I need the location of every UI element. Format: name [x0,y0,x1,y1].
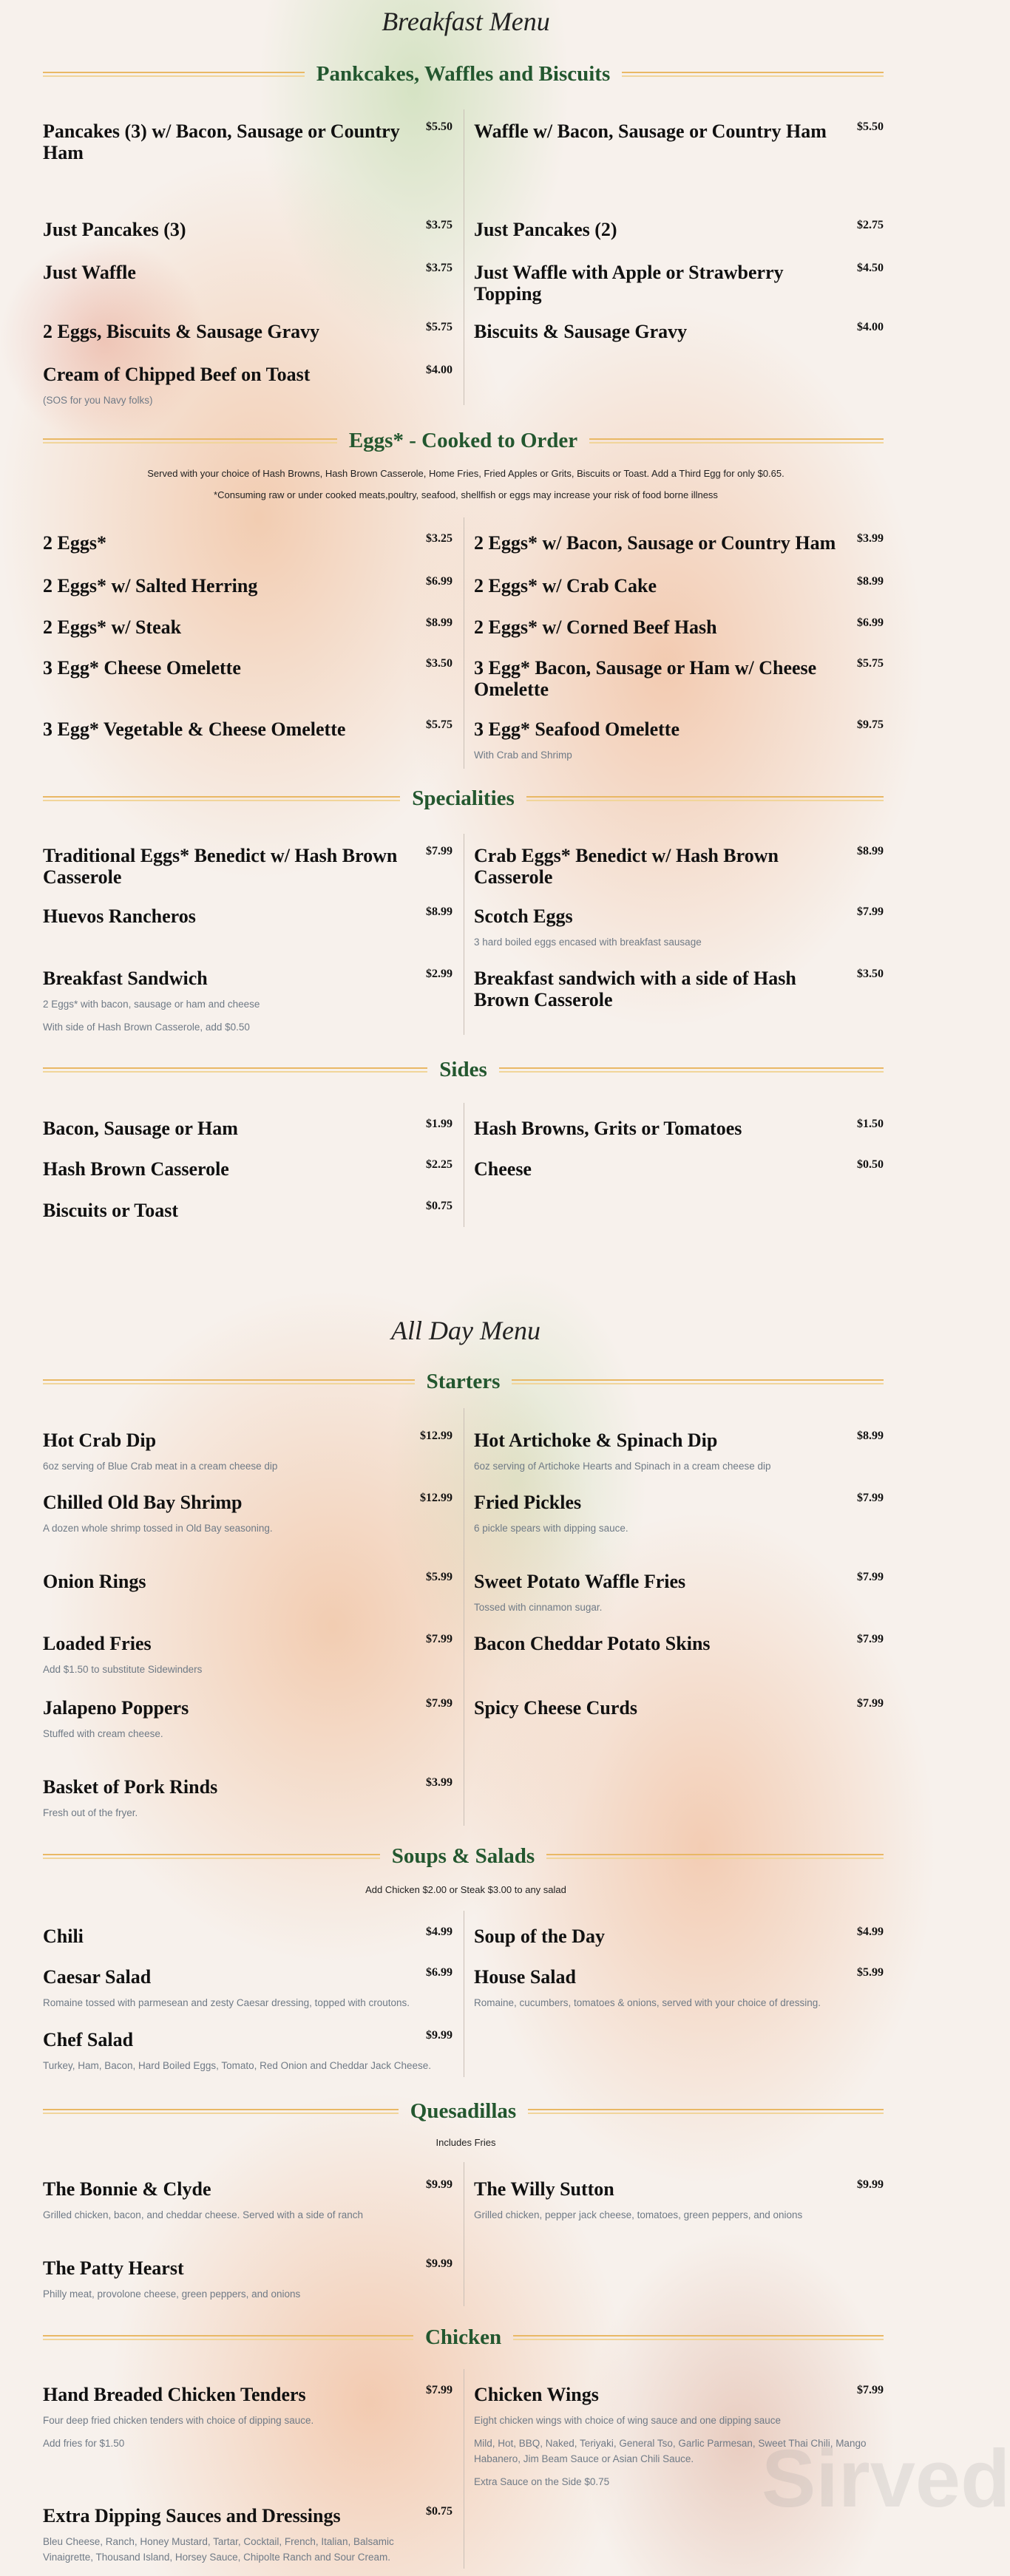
item-name: Cream of Chipped Beef on Toast [43,364,311,385]
header-rule-right [513,2335,884,2340]
item-price: $8.99 [857,845,884,857]
item-name: Huevos Rancheros [43,905,196,927]
item-price: $0.75 [426,2505,453,2518]
item-price: $7.99 [857,1633,884,1645]
section-header [43,1058,884,1082]
menu-item[interactable] [43,905,453,927]
item-name: Biscuits or Toast [43,1200,179,1221]
item-name: 2 Eggs* w/ Corned Beef Hash [474,616,717,638]
menu-item[interactable] [474,905,884,950]
item-price: $3.50 [857,968,884,980]
item-price: $9.75 [857,718,884,731]
section-header [43,786,884,811]
menu-item[interactable] [43,616,453,638]
menu-item[interactable] [43,1118,453,1139]
item-price: $4.50 [857,262,884,274]
header-rule-right [512,1379,884,1384]
menu-item[interactable] [43,1158,453,1180]
menu-item[interactable] [43,1966,453,2011]
item-name: Breakfast sandwich with a side of Hash Brown Casserole [474,968,796,1010]
item-price: $5.99 [857,1966,884,1979]
item-price: $3.75 [426,262,453,274]
item-price: $2.99 [426,968,453,980]
header-rule-left [43,2335,413,2340]
item-price: $3.50 [426,657,453,670]
item-description: 6 pickle spears with dipping sauce. [474,1523,628,1534]
item-price: $7.99 [857,1571,884,1583]
item-description: Philly meat, provolone cheese, green peppers, and onions [43,2288,301,2300]
header-rule-right [499,1067,884,1073]
item-description: Extra Sauce on the Side $0.75 [474,2476,610,2487]
item-description: Bleu Cheese, Ranch, Honey Mustard, Tartar, Cocktail, French, Italian, Balsamic Vinaigrette, Thousand Island, Horsey Sauce, Chipolte Ranch and Sour Cream. [43,2536,394,2563]
menu-item[interactable] [474,1926,884,1947]
item-name: Basket of Pork Rinds [43,1776,218,1798]
menu-item[interactable] [43,1492,453,1536]
menu-item[interactable] [43,657,453,679]
section-note: Includes Fries [435,2137,496,2148]
menu-item[interactable] [43,2257,453,2302]
item-name: Chef Salad [43,2029,134,2050]
section-title: Chicken [424,2325,502,2349]
item-name: Loaded Fries [43,1633,152,1654]
menu-item[interactable] [43,321,453,342]
menu-item[interactable] [474,219,884,240]
item-name: 3 Egg* Vegetable & Cheese Omelette [43,718,346,740]
item-price: $1.50 [857,1118,884,1130]
item-name: Just Pancakes (3) [43,219,186,240]
item-price: $8.99 [857,575,884,588]
menu-item[interactable] [43,2178,453,2223]
item-name: 2 Eggs, Biscuits & Sausage Gravy [43,321,320,342]
item-price: $2.75 [857,219,884,231]
item-description: 2 Eggs* with bacon, sausage or ham and cheese [43,999,260,1010]
menu-item[interactable] [474,262,884,305]
menu-item[interactable] [43,219,453,240]
item-name: Soup of the Day [474,1926,605,1947]
item-description: A dozen whole shrimp tossed in Old Bay seasoning. [43,1523,273,1534]
menu-item[interactable] [474,1158,884,1180]
menu-item[interactable] [43,1430,453,1474]
menu-item[interactable] [43,262,453,283]
menu-item[interactable] [474,2384,884,2490]
item-name: House Salad [474,1966,576,1988]
item-price: $5.99 [426,1571,453,1583]
item-price: $3.25 [426,532,453,545]
item-price: $7.99 [857,1697,884,1710]
item-price: $7.99 [426,1633,453,1645]
item-name: Hot Crab Dip [43,1430,157,1451]
item-price: $12.99 [420,1430,453,1442]
item-name: 2 Eggs* [43,532,106,554]
item-name: 2 Eggs* w/ Crab Cake [474,575,657,597]
item-name: The Patty Hearst [43,2257,184,2279]
header-rule-left [43,796,400,801]
all-day-menu-title: All Day Menu [391,1316,540,1345]
header-rule-right [528,2109,884,2114]
header-rule-left [43,72,305,77]
item-name: 3 Egg* Seafood Omelette [474,718,680,740]
menu-item[interactable] [474,321,884,342]
item-price: $12.99 [420,1492,453,1504]
section-title: Quesadillas [410,2099,517,2123]
item-price: $5.50 [426,120,453,133]
item-name: Hash Browns, Grits or Tomatoes [474,1118,742,1139]
menu-item[interactable] [474,968,884,1010]
menu-item[interactable] [474,1492,884,1536]
item-name: Cheese [474,1158,532,1180]
item-price: $9.99 [857,2178,884,2191]
item-price: $0.50 [857,1158,884,1171]
section-note: *Consuming raw or under cooked meats,poultry, seafood, shellfish or eggs may increase your risk of food borne illness [214,489,718,500]
item-name: Hand Breaded Chicken Tenders [43,2384,306,2405]
item-name: 2 Eggs* w/ Steak [43,616,182,638]
item-name: The Willy Sutton [474,2178,614,2200]
item-name: 2 Eggs* w/ Bacon, Sausage or Country Ham [474,532,836,554]
item-price: $7.99 [426,845,453,857]
item-description: 6oz serving of Artichoke Hearts and Spinach in a cream cheese dip [474,1461,771,1472]
item-name: Just Pancakes (2) [474,219,617,240]
item-price: $6.99 [426,575,453,588]
item-price: $5.75 [857,657,884,670]
menu-item[interactable] [43,2505,453,2565]
header-rule-left [43,1854,380,1859]
menu-item[interactable] [474,1697,884,1719]
item-name: Jalapeno Poppers [43,1697,189,1719]
header-rule-left [43,438,337,444]
item-price: $9.99 [426,2029,453,2042]
menu-item[interactable] [474,120,884,142]
item-description: Eight chicken wings with choice of wing sauce and one dipping sauce [474,2415,782,2426]
item-price: $3.99 [426,1776,453,1789]
item-price: $9.99 [426,2257,453,2270]
item-price: $5.50 [857,120,884,133]
section-header [43,2099,884,2124]
item-price: $8.99 [426,616,453,629]
item-price: $7.99 [426,2384,453,2396]
section-title: Sides [439,1058,487,1081]
section-note: Served with your choice of Hash Browns, Hash Brown Casserole, Home Fries, Fried Apples or Grits, Biscuits or Toast. Add a Third Egg for only $0.65. [147,468,784,479]
menu-item[interactable] [43,1697,453,1741]
item-name: Crab Eggs* Benedict w/ Hash Brown Casserole [474,845,779,888]
item-price: $5.75 [426,718,453,731]
item-description: Four deep fried chicken tenders with choice of dipping sauce. [43,2415,314,2426]
header-rule-left [43,2109,399,2114]
item-description: With Crab and Shrimp [474,750,572,761]
item-description: Grilled chicken, bacon, and cheddar cheese. Served with a side of ranch [43,2209,364,2220]
header-rule-right [589,438,884,444]
item-price: $7.99 [857,1492,884,1504]
menu-item[interactable] [43,1926,453,1947]
menu-item[interactable] [43,1200,453,1221]
item-price: $7.99 [426,1697,453,1710]
section-title: Specialities [412,786,515,810]
item-name: Bacon Cheddar Potato Skins [474,1633,711,1654]
item-price: $3.99 [857,532,884,545]
item-name: Hot Artichoke & Spinach Dip [474,1430,718,1451]
item-name: Pancakes (3) w/ Bacon, Sausage or Country Ham [43,120,400,163]
menu-item[interactable] [474,1118,884,1139]
item-description: Mild, Hot, BBQ, Naked, Teriyaki, General Tso, Garlic Parmesan, Sweet Thai Chili, Mango Habanero, Jim Beam Sauce or Asian Chili Sauce. [474,2438,867,2464]
item-price: $4.99 [857,1926,884,1938]
item-name: The Bonnie & Clyde [43,2178,211,2200]
item-name: Scotch Eggs [474,905,573,927]
item-name: Chicken Wings [474,2384,599,2405]
item-name: Biscuits & Sausage Gravy [474,321,688,342]
watermark: Sirved [762,2433,1010,2524]
item-price: $1.99 [426,1118,453,1130]
section-header [43,1844,884,1869]
item-description: Stuffed with cream cheese. [43,1728,163,1739]
menu-item[interactable] [43,1633,453,1677]
item-name: Just Waffle [43,262,136,283]
menu-item[interactable] [474,532,884,554]
item-description: Add $1.50 to substitute Sidewinders [43,1664,203,1675]
item-description: 6oz serving of Blue Crab meat in a cream cheese dip [43,1461,278,1472]
menu-item[interactable] [43,2029,453,2073]
menu-item[interactable] [474,575,884,597]
item-name: 3 Egg* Bacon, Sausage or Ham w/ Cheese Omelette [474,657,817,700]
item-description: Turkey, Ham, Bacon, Hard Boiled Eggs, Tomato, Red Onion and Cheddar Jack Cheese. [43,2060,432,2071]
item-name: Bacon, Sausage or Ham [43,1118,238,1139]
item-name: Onion Rings [43,1571,146,1592]
section-header [43,429,884,453]
item-description: Grilled chicken, pepper jack cheese, tomatoes, green peppers, and onions [474,2209,803,2220]
menu-item[interactable] [474,2178,884,2223]
item-name: Caesar Salad [43,1966,152,1988]
item-description: (SOS for you Navy folks) [43,395,153,406]
breakfast-menu-title: Breakfast Menu [382,7,550,36]
item-name: Breakfast Sandwich [43,968,208,989]
menu-item[interactable] [474,616,884,638]
menu-item[interactable] [474,1430,884,1474]
section-header [43,1370,884,1394]
section-header [43,62,884,86]
item-price: $4.99 [426,1926,453,1938]
item-price: $4.00 [857,321,884,333]
item-name: Waffle w/ Bacon, Sausage or Country Ham [474,120,827,142]
item-name: 3 Egg* Cheese Omelette [43,657,241,679]
item-description: Add fries for $1.50 [43,2438,125,2449]
section-title: Soups & Salads [391,1844,535,1868]
menu-item[interactable] [474,1966,884,2011]
header-rule-right [546,1854,884,1859]
item-name: Spicy Cheese Curds [474,1697,638,1719]
item-description: Tossed with cinnamon sugar. [474,1602,603,1613]
menu-item[interactable] [43,575,453,597]
item-description: Romaine, cucumbers, tomatoes & onions, served with your choice of dressing. [474,1997,821,2008]
item-price: $7.99 [857,2384,884,2396]
menu-item[interactable] [43,845,453,888]
menu-item[interactable] [474,1633,884,1654]
item-price: $3.75 [426,219,453,231]
header-rule-right [622,72,884,77]
item-price: $8.99 [857,1430,884,1442]
item-price: $6.99 [857,616,884,629]
item-name: Just Waffle with Apple or Strawberry Topping [474,262,784,305]
header-rule-left [43,1067,427,1073]
header-rule-left [43,1379,415,1384]
menu-item[interactable] [43,2384,453,2451]
item-description: 3 hard boiled eggs encased with breakfast sausage [474,937,702,948]
section-title: Eggs* - Cooked to Order [348,429,578,452]
item-name: Fried Pickles [474,1492,582,1513]
item-price: $2.25 [426,1158,453,1171]
item-name: Chilled Old Bay Shrimp [43,1492,243,1513]
menu-item[interactable] [43,364,453,408]
item-description: Romaine tossed with parmesean and zesty Caesar dressing, topped with croutons. [43,1997,410,2008]
item-price: $8.99 [426,905,453,918]
item-price: $6.99 [426,1966,453,1979]
menu-item[interactable] [43,120,453,163]
menu-item[interactable] [474,1571,884,1615]
item-description: Fresh out of the fryer. [43,1807,138,1818]
section-note: Add Chicken $2.00 or Steak $3.00 to any salad [365,1884,566,1895]
item-description: With side of Hash Brown Casserole, add $0.50 [43,1022,250,1033]
item-name: 2 Eggs* w/ Salted Herring [43,575,258,597]
menu-item[interactable] [43,968,453,1035]
menu-item[interactable] [43,1776,453,1821]
item-name: Chili [43,1926,84,1947]
section-header [43,2325,884,2350]
section-title: Starters [426,1370,501,1393]
menu-item[interactable] [474,718,884,763]
item-price: $7.99 [857,905,884,918]
item-price: $5.75 [426,321,453,333]
menu-item[interactable] [474,845,884,888]
header-rule-right [526,796,884,801]
menu-item[interactable] [474,657,884,700]
item-name: Sweet Potato Waffle Fries [474,1571,686,1592]
item-price: $9.99 [426,2178,453,2191]
item-name: Traditional Eggs* Benedict w/ Hash Brown Casserole [43,845,398,888]
item-price: $0.75 [426,1200,453,1212]
item-name: Hash Brown Casserole [43,1158,229,1180]
section-title: Pankcakes, Waffles and Biscuits [316,62,611,86]
item-name: Extra Dipping Sauces and Dressings [43,2505,341,2526]
menu-item[interactable] [43,532,453,554]
menu-item[interactable] [43,1571,453,1592]
item-price: $4.00 [426,364,453,376]
menu-item[interactable] [43,718,453,740]
